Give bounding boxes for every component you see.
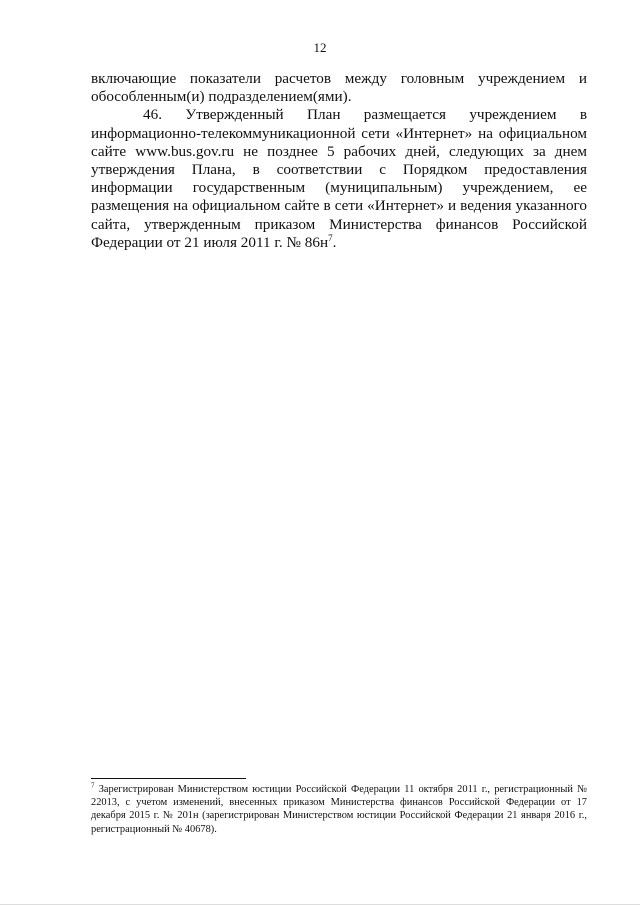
footnote-text: Зарегистрирован Министерством юстиции Российской Федерации 11 октября 2011 г., регистрационный № 22013, с учетом изменений, внесенных приказом Министерства финансов Российской Федерации от 17 декабря 2015 г. № 201н (зарегистрирован Министерством юстиции Российской Федерации 21 января 2016 г., регистрационный № 40678).	[91, 784, 587, 835]
footnote-paragraph	[91, 783, 587, 836]
footnote-separator	[91, 778, 246, 779]
paragraph-item-46	[91, 106, 587, 252]
footnote-reference: 7	[328, 232, 333, 243]
footnote-marker: 7	[91, 781, 95, 790]
paragraph-item-46-end: .	[332, 233, 337, 251]
page-number: 12	[313, 40, 327, 55]
paragraph-item-46-text: 46. Утвержденный План размещается учреждением в информационно-телекоммуникационной сети «Интернет» на официальном сайте www.bus.gov.ru не позднее 5 рабочих дней, следующих за днем утверждения Плана, в соответствии с Порядком предоставления информации государственным (муниципальным) учреждением, ее размещения на официальном сайте в сети «Интернет» и ведения указанного сайта, утвержденным приказом Министерства финансов Российской Федерации от 21 июля 2011 г. № 86н	[91, 106, 587, 251]
paragraph-continuation: включающие показатели расчетов между головным учреждением и обособленным(и) подразделением(ями).	[91, 70, 587, 106]
footnote	[91, 783, 587, 836]
body-text	[91, 70, 587, 252]
